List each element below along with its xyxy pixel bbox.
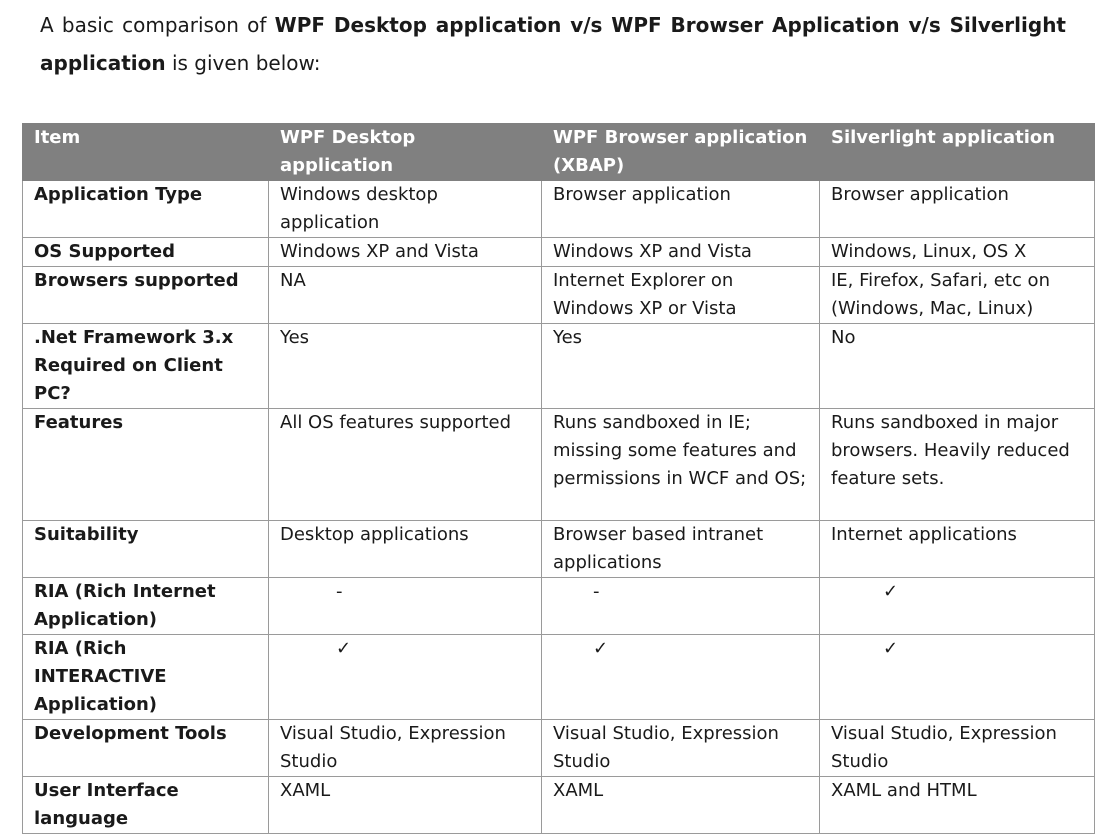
- dash-mark: -: [336, 581, 343, 602]
- table-row: [23, 181, 1095, 238]
- table-cell: Windows XP and Vista: [269, 238, 542, 267]
- row-label: User Interface language: [23, 777, 269, 834]
- row-label: Suitability: [23, 521, 269, 578]
- intro-line-1: [40, 6, 1066, 44]
- table-row: [23, 267, 1095, 324]
- header-row: [23, 124, 1095, 181]
- header-item: Item: [23, 124, 269, 181]
- table-cell: Visual Studio, Expression Studio: [820, 720, 1095, 777]
- table-cell: IE, Firefox, Safari, etc on (Windows, Mac, Linux): [820, 267, 1095, 324]
- table-cell: Visual Studio, Expression Studio: [542, 720, 820, 777]
- header-wpf-desktop: WPF Desktop application: [269, 124, 542, 181]
- table-cell: Yes: [269, 324, 542, 409]
- table-cell: Desktop applications: [269, 521, 542, 578]
- table-cell: Visual Studio, Expression Studio: [269, 720, 542, 777]
- table-cell: [542, 635, 820, 720]
- intro-text-end: is given below:: [165, 51, 321, 75]
- table-cell: Windows, Linux, OS X: [820, 238, 1095, 267]
- table-cell: XAML: [542, 777, 820, 834]
- table-cell: [820, 635, 1095, 720]
- row-label: .Net Framework 3.x Required on Client PC?: [23, 324, 269, 409]
- dash-mark: -: [593, 581, 600, 602]
- checkmark-icon: ✓: [593, 638, 609, 659]
- table-row: [23, 324, 1095, 409]
- table-cell: Internet applications: [820, 521, 1095, 578]
- header-wpf-browser: WPF Browser application (XBAP): [542, 124, 820, 181]
- table-cell: XAML: [269, 777, 542, 834]
- table-cell: No: [820, 324, 1095, 409]
- row-label: Browsers supported: [23, 267, 269, 324]
- intro-bold-word: application: [40, 51, 166, 75]
- table-cell: Runs sandboxed in major browsers. Heavily reduced feature sets.: [820, 409, 1095, 521]
- table-cell: Runs sandboxed in IE; missing some features and permissions in WCF and OS;: [542, 409, 820, 521]
- table-cell: [269, 578, 542, 635]
- table-cell: XAML and HTML: [820, 777, 1095, 834]
- table-cell: Browser application: [820, 181, 1095, 238]
- table-row: [23, 238, 1095, 267]
- table-cell: Windows XP and Vista: [542, 238, 820, 267]
- table-cell: Yes: [542, 324, 820, 409]
- table-cell: [542, 578, 820, 635]
- table-row: [23, 777, 1095, 834]
- table-cell: [269, 635, 542, 720]
- table-cell: Browser application: [542, 181, 820, 238]
- intro-paragraph: [40, 6, 1066, 82]
- table-cell: NA: [269, 267, 542, 324]
- comparison-table: [22, 123, 1095, 834]
- checkmark-icon: ✓: [883, 638, 899, 659]
- checkmark-icon: ✓: [336, 638, 352, 659]
- header-silverlight: Silverlight application: [820, 124, 1095, 181]
- row-label: Application Type: [23, 181, 269, 238]
- row-label: OS Supported: [23, 238, 269, 267]
- table-cell: [820, 578, 1095, 635]
- intro-line-2: [40, 44, 1066, 82]
- row-label: RIA (Rich INTERACTIVE Application): [23, 635, 269, 720]
- row-label: Features: [23, 409, 269, 521]
- row-label: Development Tools: [23, 720, 269, 777]
- table-cell: Internet Explorer on Windows XP or Vista: [542, 267, 820, 324]
- checkmark-icon: ✓: [883, 581, 899, 602]
- table-cell: Windows desktop application: [269, 181, 542, 238]
- table-row: [23, 521, 1095, 578]
- table-row: [23, 578, 1095, 635]
- table-row: [23, 635, 1095, 720]
- table-row: [23, 409, 1095, 521]
- intro-text: A basic comparison of: [40, 13, 275, 37]
- table-row: [23, 720, 1095, 777]
- intro-bold-title: WPF Desktop application v/s WPF Browser Application v/s Silverlight: [274, 13, 1066, 37]
- table-cell: All OS features supported: [269, 409, 542, 521]
- table-cell: Browser based intranet applications: [542, 521, 820, 578]
- row-label: RIA (Rich Internet Application): [23, 578, 269, 635]
